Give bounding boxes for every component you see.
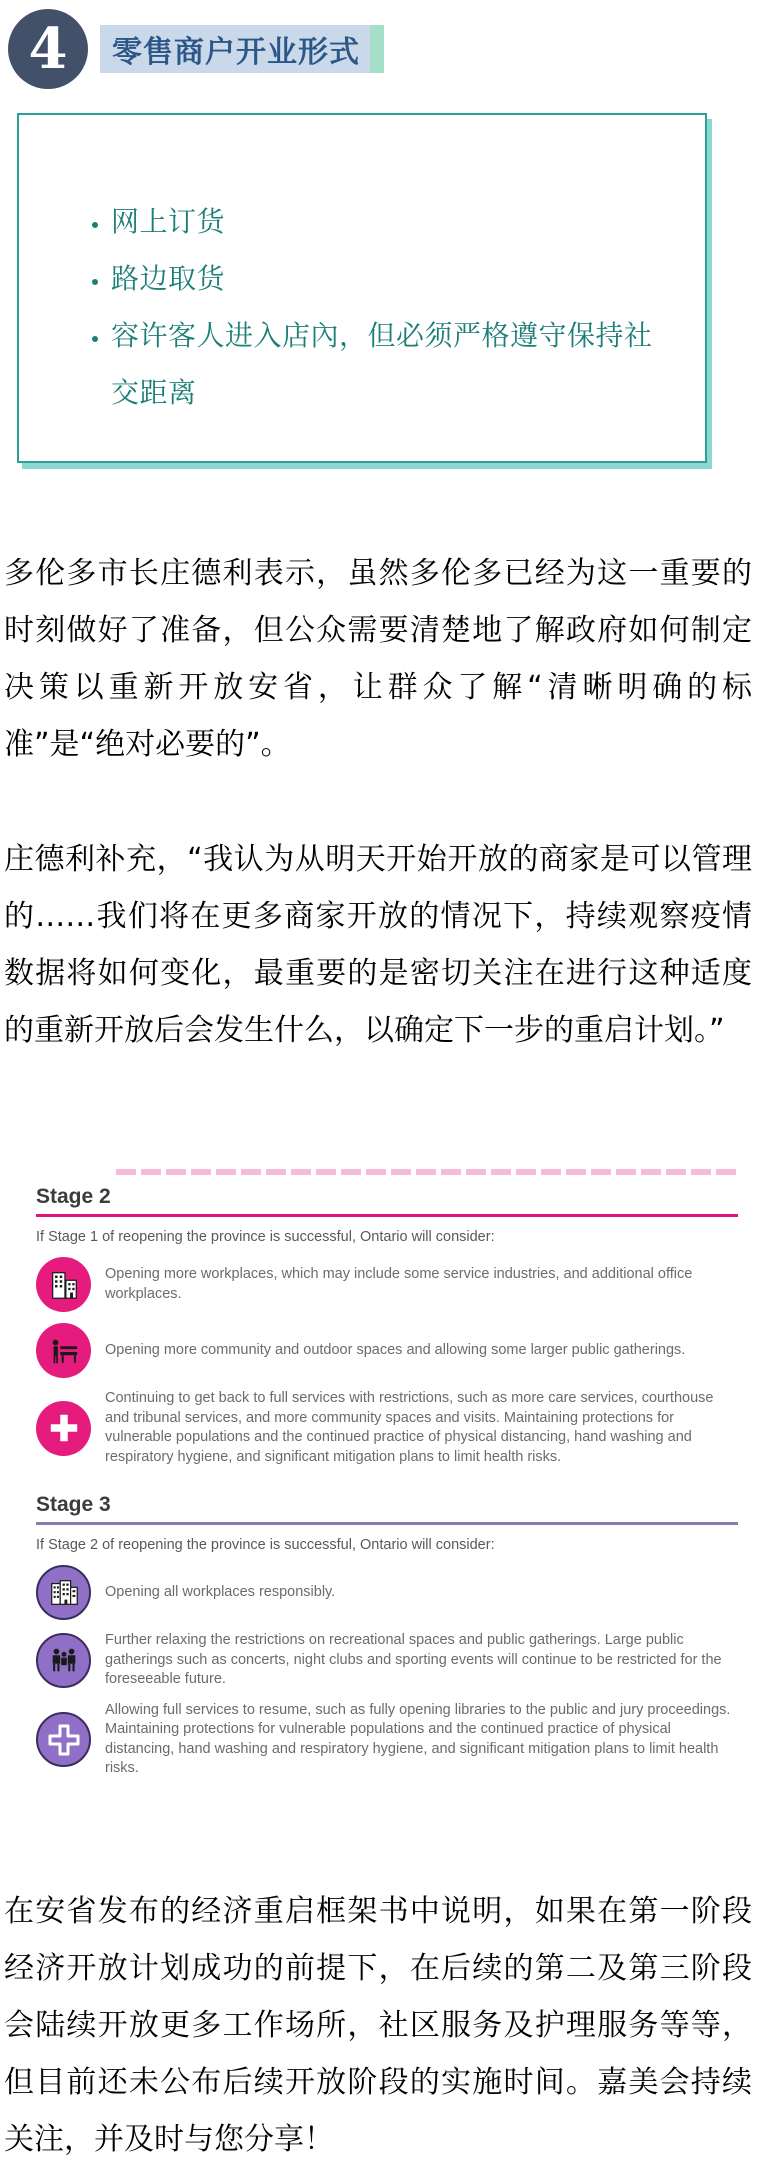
stage-3-intro: If Stage 2 of reopening the province is successful, Ontario will consider:: [36, 1537, 495, 1553]
decorative-dashed-strip: [116, 1169, 738, 1175]
stage-3-item-workplaces: [36, 1565, 738, 1620]
stage-2-intro: If Stage 1 of reopening the province is successful, Ontario will consider:: [36, 1229, 495, 1245]
section-number: 4: [28, 16, 68, 82]
title-highlight-blue: [100, 25, 370, 73]
outdoor-bench-icon: [36, 1323, 91, 1378]
workplaces-buildings-icon: [36, 1565, 91, 1620]
medical-plus-icon: [36, 1401, 91, 1456]
stage-3-item-text: Allowing full services to resume, such as fully opening libraries to the public and jury proceedings. Maintaining protections for vulnerable populations and the continued practice of physical distancing, hand washing and respiratory hygiene, and significant mitigation plans to limit health risks.: [105, 1701, 731, 1776]
list-item: • 路边取货: [111, 250, 679, 307]
reopening-stages-infographic: [36, 1169, 738, 1779]
paragraph-mayor-statement: 多伦多市长庄德利表示，虽然多伦多已经为这一重要的时刻做好了准备，但公众需要清楚地了解政府如何制定决策以重新开放安省，让群众了解“清晰明确的标准”是“绝对必要的”。: [4, 556, 752, 762]
stage-2-item-text: Opening more community and outdoor spaces and allowing some larger public gatherings.: [105, 1341, 686, 1358]
stage-2-section: [36, 1185, 738, 1467]
stage-3-title: Stage 3: [36, 1493, 738, 1525]
stage-2-item-full-services: [36, 1389, 738, 1467]
stage-2-title: Stage 2: [36, 1185, 738, 1217]
stage-3-item-text: Opening all workplaces responsibly.: [105, 1583, 336, 1600]
section-title-highlight: [100, 25, 384, 73]
workplaces-buildings-icon: [36, 1257, 91, 1312]
stage-3-section: [36, 1493, 738, 1779]
stage-3-item-full-services: [36, 1701, 738, 1779]
paragraph-mayor-quote: 庄德利补充，“我认为从明天开始开放的商家是可以管理的……我们将在更多商家开放的情况下，持续观察疫情数据将如何变化，最重要的是密切关注在进行这种适度的重新开放后会发生什么，以确定下一步的重启计划。”: [4, 842, 752, 1048]
medical-plus-icon: [36, 1712, 91, 1767]
key-points-box: [17, 113, 707, 463]
stage-2-item-workplaces: [36, 1257, 738, 1312]
section-title: 零售商户开业形式: [112, 35, 360, 70]
stage-2-item-text: Continuing to get back to full services with restrictions, such as more care services, courthouse and tribunal services, and more community spaces and visits. Maintaining protections for vulnerable populations and the continued practice of physical distancing, hand washing and respiratory hygiene, and significant mitigation plans to limit health risks.: [105, 1390, 714, 1465]
stage-3-item-gatherings: [36, 1631, 738, 1690]
section-header: [0, 0, 760, 96]
stage-2-item-outdoor-spaces: [36, 1323, 738, 1378]
list-item: • 网上订货: [111, 193, 679, 250]
section-number-badge: [8, 9, 88, 89]
list-item: • 容许客人进入店內，但必须严格遵守保持社交距离: [111, 307, 679, 421]
paragraph-framework-summary: 在安省发布的经济重启框架书中说明，如果在第一阶段经济开放计划成功的前提下，在后续的第二及第三阶段会陆续开放更多工作场所，社区服务及护理服务等等，但目前还未公布后续开放阶段的实施时间。嘉美会持续关注，并及时与您分享！: [4, 1893, 752, 2157]
stage-2-item-text: Opening more workplaces, which may include some service industries, and additional office workplaces.: [105, 1266, 693, 1302]
people-gathering-icon: [36, 1633, 91, 1688]
title-green-cap: [370, 25, 384, 73]
stage-3-item-text: Further relaxing the restrictions on recreational spaces and public gatherings. Large public gatherings such as concerts, night clubs and sporting events will continue to be restricted for the foreseeable future.: [105, 1632, 722, 1687]
key-points-list: [75, 193, 679, 421]
